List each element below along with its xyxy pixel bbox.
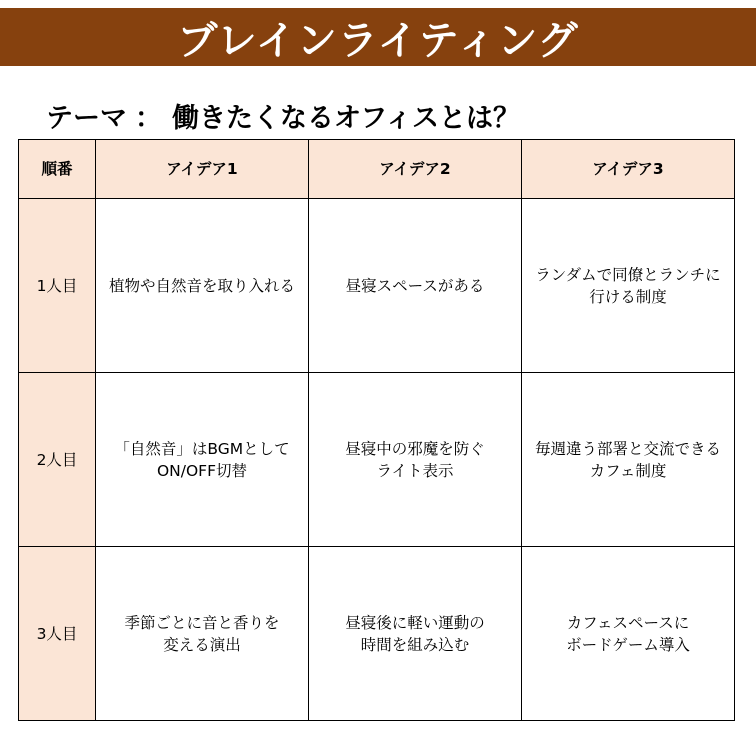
idea-text-line: 昼寝後に軽い運動の: [345, 613, 485, 632]
column-header-idea-3: アイデア3: [522, 140, 735, 199]
column-header-idea-1: アイデア1: [96, 140, 309, 199]
column-header-order: 順番: [19, 140, 96, 199]
idea-text-line: 「自然音」はBGMとして: [114, 439, 290, 458]
idea-cell[interactable]: [309, 199, 522, 373]
idea-cell[interactable]: [522, 373, 735, 547]
idea-text-line: ボードゲーム導入: [566, 635, 690, 654]
idea-text-line: 昼寝スペースがある: [345, 276, 485, 295]
theme-text: 働きたくなるオフィスとは？: [172, 103, 521, 134]
idea-text-line: カフェスペースに: [566, 613, 690, 632]
idea-cell[interactable]: [96, 199, 309, 373]
idea-text-line: 変える演出: [163, 635, 241, 654]
table-row: [19, 373, 735, 547]
table-row: [19, 547, 735, 721]
idea-text-line: 植物や自然音を取り入れる: [108, 276, 295, 295]
idea-text-line: 季節ごとに音と香りを: [124, 613, 280, 632]
row-label: 3人目: [19, 547, 96, 721]
idea-text-line: 昼寝中の邪魔を防ぐ: [345, 439, 485, 458]
idea-cell[interactable]: [309, 547, 522, 721]
idea-text-line: ON/OFF切替: [156, 461, 248, 480]
idea-text-line: ライト表示: [376, 461, 454, 480]
theme-heading: [46, 96, 520, 135]
theme-label: テーマ: [46, 103, 127, 134]
idea-cell[interactable]: [309, 373, 522, 547]
idea-text-line: 時間を組み込む: [360, 635, 470, 654]
idea-cell[interactable]: [96, 373, 309, 547]
page-title: ブレインライティング: [177, 17, 579, 64]
idea-text-line: 毎週違う部署と交流できる: [534, 439, 721, 458]
idea-cell[interactable]: [96, 547, 309, 721]
theme-colon: ：: [135, 103, 162, 134]
idea-cell[interactable]: [522, 547, 735, 721]
row-label: 2人目: [19, 373, 96, 547]
idea-text-line: カフェ制度: [589, 461, 667, 480]
idea-cell[interactable]: [522, 199, 735, 373]
header-row: [19, 140, 735, 199]
title-banner: [0, 8, 756, 66]
column-header-idea-2: アイデア2: [309, 140, 522, 199]
table-row: [19, 199, 735, 373]
brainwriting-sheet: [18, 139, 735, 721]
idea-text-line: 行ける制度: [589, 287, 667, 306]
row-label: 1人目: [19, 199, 96, 373]
idea-text-line: ランダムで同僚とランチに: [535, 265, 721, 284]
